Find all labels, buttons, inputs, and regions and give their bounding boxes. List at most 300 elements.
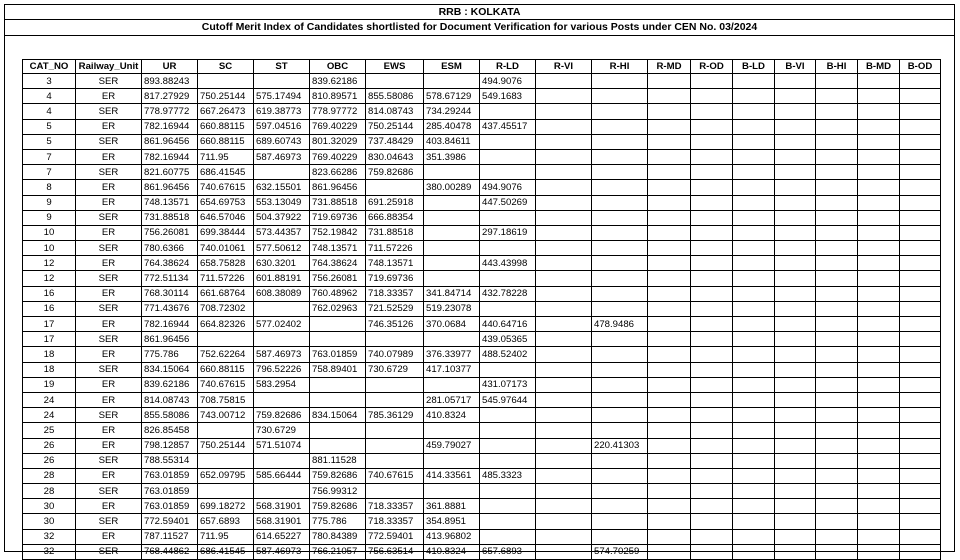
- cutoff-merit-table: [22, 59, 941, 560]
- table-cell: [733, 74, 775, 89]
- table-cell: [900, 438, 941, 453]
- table-row: [23, 89, 941, 104]
- table-cell: [858, 74, 900, 89]
- table-cell: [592, 453, 648, 468]
- table-cell: 297.18619: [480, 225, 536, 240]
- table-cell: 281.05717: [424, 392, 480, 407]
- table-row: [23, 438, 941, 453]
- table-cell: [775, 392, 816, 407]
- table-cell: [366, 484, 424, 499]
- table-row: [23, 74, 941, 89]
- table-cell: [775, 484, 816, 499]
- table-cell: 763.01859: [310, 347, 366, 362]
- table-cell: 549.1683: [480, 89, 536, 104]
- table-cell: [858, 195, 900, 210]
- table-cell: 748.13571: [142, 195, 198, 210]
- table-cell: [733, 256, 775, 271]
- table-cell: [900, 195, 941, 210]
- table-cell: [592, 332, 648, 347]
- table-cell: [900, 89, 941, 104]
- table-cell: 708.75815: [198, 392, 254, 407]
- table-cell: [900, 377, 941, 392]
- table-cell: [816, 529, 858, 544]
- table-cell: [310, 317, 366, 332]
- table-cell: [648, 165, 691, 180]
- column-header-r-vi: R-VI: [536, 60, 592, 74]
- table-cell: [858, 362, 900, 377]
- table-cell: [536, 74, 592, 89]
- table-cell: 652.09795: [198, 468, 254, 483]
- table-cell: 861.96456: [142, 134, 198, 149]
- table-cell: 756.99312: [310, 484, 366, 499]
- table-cell: [816, 347, 858, 362]
- table-cell: 752.19842: [310, 225, 366, 240]
- table-cell: 494.9076: [480, 180, 536, 195]
- table-cell: [310, 377, 366, 392]
- table-cell: [592, 241, 648, 256]
- table-cell: SER: [76, 544, 142, 559]
- table-cell: 574.70259: [592, 544, 648, 559]
- table-cell: [691, 119, 733, 134]
- table-cell: [816, 271, 858, 286]
- table-cell: [858, 271, 900, 286]
- table-cell: [691, 499, 733, 514]
- table-cell: 10: [23, 241, 76, 256]
- table-cell: SER: [76, 408, 142, 423]
- table-cell: [858, 180, 900, 195]
- table-cell: 16: [23, 286, 76, 301]
- table-cell: [480, 362, 536, 377]
- table-cell: [816, 256, 858, 271]
- table-cell: [648, 134, 691, 149]
- table-cell: [858, 544, 900, 559]
- table-cell: 657.6893: [198, 514, 254, 529]
- table-cell: 752.62264: [198, 347, 254, 362]
- table-cell: 646.57046: [198, 210, 254, 225]
- table-cell: [480, 149, 536, 164]
- table-cell: [198, 423, 254, 438]
- table-cell: ER: [76, 149, 142, 164]
- table-cell: [536, 286, 592, 301]
- table-cell: [858, 484, 900, 499]
- table-cell: 834.15064: [310, 408, 366, 423]
- table-cell: [648, 210, 691, 225]
- table-cell: ER: [76, 423, 142, 438]
- table-cell: 575.17494: [254, 89, 310, 104]
- table-cell: 28: [23, 484, 76, 499]
- table-cell: SER: [76, 362, 142, 377]
- table-cell: [858, 332, 900, 347]
- table-cell: [816, 392, 858, 407]
- table-cell: 571.51074: [254, 438, 310, 453]
- table-cell: [816, 134, 858, 149]
- table-cell: [733, 499, 775, 514]
- table-cell: 686.41545: [198, 544, 254, 559]
- table-cell: [366, 423, 424, 438]
- table-cell: [254, 165, 310, 180]
- table-cell: 568.31901: [254, 514, 310, 529]
- table-cell: [366, 74, 424, 89]
- table-cell: [858, 423, 900, 438]
- table-cell: 778.97772: [142, 104, 198, 119]
- table-cell: [816, 301, 858, 316]
- table-cell: 734.29244: [424, 104, 480, 119]
- table-cell: [816, 484, 858, 499]
- table-cell: [198, 74, 254, 89]
- table-cell: [775, 362, 816, 377]
- table-cell: [648, 119, 691, 134]
- table-cell: [648, 286, 691, 301]
- table-cell: [536, 104, 592, 119]
- table-cell: 764.38624: [142, 256, 198, 271]
- table-cell: [775, 453, 816, 468]
- table-cell: [592, 180, 648, 195]
- table-cell: [648, 104, 691, 119]
- table-cell: [648, 453, 691, 468]
- table-cell: [733, 423, 775, 438]
- table-cell: [900, 468, 941, 483]
- table-cell: [775, 286, 816, 301]
- table-cell: [424, 453, 480, 468]
- table-cell: [424, 332, 480, 347]
- table-cell: [592, 362, 648, 377]
- table-row: [23, 210, 941, 225]
- table-row: [23, 468, 941, 483]
- table-cell: 748.13571: [310, 241, 366, 256]
- table-cell: [816, 225, 858, 240]
- table-cell: [733, 89, 775, 104]
- table-cell: [648, 377, 691, 392]
- table-cell: [648, 468, 691, 483]
- table-cell: 762.02963: [310, 301, 366, 316]
- table-cell: [733, 392, 775, 407]
- table-cell: 7: [23, 149, 76, 164]
- table-cell: [536, 134, 592, 149]
- table-cell: [775, 271, 816, 286]
- table-cell: 25: [23, 423, 76, 438]
- table-cell: ER: [76, 180, 142, 195]
- page-subtitle: Cutoff Merit Index of Candidates shortlisted for Document Verification for various Posts under CEN No. 03/2024: [5, 20, 954, 36]
- table-cell: [198, 453, 254, 468]
- table-cell: SER: [76, 301, 142, 316]
- table-cell: [691, 423, 733, 438]
- table-row: [23, 529, 941, 544]
- table-cell: [858, 210, 900, 225]
- table-cell: [775, 256, 816, 271]
- table-row: [23, 165, 941, 180]
- table-cell: [691, 453, 733, 468]
- table-cell: [648, 317, 691, 332]
- table-cell: 568.31901: [254, 499, 310, 514]
- table-cell: 771.43676: [142, 301, 198, 316]
- table-cell: [536, 529, 592, 544]
- table-cell: 780.6366: [142, 241, 198, 256]
- table-cell: 719.69736: [366, 271, 424, 286]
- table-cell: 664.82326: [198, 317, 254, 332]
- table-cell: 718.33357: [366, 514, 424, 529]
- table-row: [23, 301, 941, 316]
- table-cell: 485.3323: [480, 468, 536, 483]
- table-cell: 719.69736: [310, 210, 366, 225]
- table-cell: [775, 301, 816, 316]
- table-cell: [366, 438, 424, 453]
- table-cell: SER: [76, 210, 142, 225]
- table-cell: [536, 514, 592, 529]
- table-cell: [900, 134, 941, 149]
- table-cell: [480, 514, 536, 529]
- table-cell: 760.48962: [310, 286, 366, 301]
- table-cell: 775.786: [310, 514, 366, 529]
- table-cell: [733, 104, 775, 119]
- table-cell: SER: [76, 514, 142, 529]
- table-cell: [816, 377, 858, 392]
- table-cell: 519.23078: [424, 301, 480, 316]
- table-cell: 370.0684: [424, 317, 480, 332]
- table-cell: [480, 134, 536, 149]
- table-cell: [900, 317, 941, 332]
- table-cell: [592, 514, 648, 529]
- table-cell: [816, 438, 858, 453]
- table-cell: [775, 149, 816, 164]
- table-cell: [536, 377, 592, 392]
- table-cell: [480, 499, 536, 514]
- table-cell: [691, 134, 733, 149]
- column-header-b-ld: B-LD: [733, 60, 775, 74]
- table-cell: [858, 377, 900, 392]
- table-row: [23, 149, 941, 164]
- table-cell: [858, 149, 900, 164]
- table-cell: [733, 165, 775, 180]
- page-title: RRB : KOLKATA: [5, 5, 954, 20]
- table-cell: 24: [23, 408, 76, 423]
- table-cell: [900, 149, 941, 164]
- table-cell: 376.33977: [424, 347, 480, 362]
- table-cell: [691, 332, 733, 347]
- table-cell: [733, 347, 775, 362]
- table-cell: [592, 529, 648, 544]
- table-cell: [592, 499, 648, 514]
- table-cell: [648, 392, 691, 407]
- table-cell: [536, 362, 592, 377]
- table-cell: 351.3986: [424, 149, 480, 164]
- table-cell: ER: [76, 225, 142, 240]
- table-cell: [592, 301, 648, 316]
- table-cell: SER: [76, 484, 142, 499]
- table-cell: [775, 347, 816, 362]
- table-cell: 553.13049: [254, 195, 310, 210]
- table-cell: [648, 256, 691, 271]
- table-cell: [536, 210, 592, 225]
- table-cell: [648, 241, 691, 256]
- table-cell: [648, 544, 691, 559]
- table-cell: 775.786: [142, 347, 198, 362]
- table-cell: [691, 195, 733, 210]
- table-cell: 855.58086: [142, 408, 198, 423]
- table-cell: [536, 453, 592, 468]
- table-cell: 823.66286: [310, 165, 366, 180]
- table-cell: [900, 256, 941, 271]
- table-cell: [691, 544, 733, 559]
- table-cell: [858, 286, 900, 301]
- table-cell: 769.40229: [310, 149, 366, 164]
- table-cell: [691, 362, 733, 377]
- table-cell: [733, 119, 775, 134]
- table-cell: 801.32029: [310, 134, 366, 149]
- table-cell: 19: [23, 377, 76, 392]
- table-cell: [691, 74, 733, 89]
- table-cell: [858, 438, 900, 453]
- table-cell: 759.82686: [310, 468, 366, 483]
- table-row: [23, 544, 941, 559]
- table-cell: [816, 286, 858, 301]
- table-cell: 577.50612: [254, 241, 310, 256]
- table-cell: [536, 468, 592, 483]
- table-cell: [254, 453, 310, 468]
- table-cell: [536, 149, 592, 164]
- table-cell: 759.82686: [310, 499, 366, 514]
- table-cell: [691, 377, 733, 392]
- table-cell: [480, 271, 536, 286]
- table-cell: [733, 241, 775, 256]
- column-header-r-ld: R-LD: [480, 60, 536, 74]
- table-cell: [775, 423, 816, 438]
- table-cell: 766.21057: [310, 544, 366, 559]
- table-cell: 614.65227: [254, 529, 310, 544]
- column-header-r-md: R-MD: [648, 60, 691, 74]
- table-cell: [536, 423, 592, 438]
- table-cell: ER: [76, 499, 142, 514]
- table-cell: SER: [76, 271, 142, 286]
- table-cell: 587.46973: [254, 347, 310, 362]
- table-cell: [733, 210, 775, 225]
- table-cell: 7: [23, 165, 76, 180]
- table-cell: 782.16944: [142, 317, 198, 332]
- table-cell: [536, 347, 592, 362]
- table-cell: 814.08743: [142, 392, 198, 407]
- table-cell: [592, 468, 648, 483]
- table-cell: [816, 210, 858, 225]
- table-cell: SER: [76, 134, 142, 149]
- table-cell: [310, 438, 366, 453]
- table-cell: [648, 484, 691, 499]
- table-cell: [816, 514, 858, 529]
- column-header-b-od: B-OD: [900, 60, 941, 74]
- table-cell: 545.97644: [480, 392, 536, 407]
- table-cell: [733, 195, 775, 210]
- table-cell: 758.89401: [310, 362, 366, 377]
- table-cell: 361.8881: [424, 499, 480, 514]
- table-cell: 587.46973: [254, 149, 310, 164]
- table-cell: 861.96456: [142, 332, 198, 347]
- table-cell: [691, 301, 733, 316]
- table-cell: 17: [23, 317, 76, 332]
- column-header-ews: EWS: [366, 60, 424, 74]
- table-cell: [592, 225, 648, 240]
- table-cell: [424, 423, 480, 438]
- table-row: [23, 134, 941, 149]
- table-cell: [733, 332, 775, 347]
- table-cell: 740.67615: [366, 468, 424, 483]
- table-cell: [816, 362, 858, 377]
- table-cell: [648, 195, 691, 210]
- table-cell: [816, 165, 858, 180]
- table-cell: 583.2954: [254, 377, 310, 392]
- table-cell: ER: [76, 286, 142, 301]
- table-cell: [424, 74, 480, 89]
- table-cell: 410.8324: [424, 544, 480, 559]
- table-cell: 839.62186: [142, 377, 198, 392]
- table-cell: 711.95: [198, 529, 254, 544]
- table-cell: [900, 74, 941, 89]
- table-row: [23, 453, 941, 468]
- table-cell: 660.88115: [198, 134, 254, 149]
- table-cell: 619.38773: [254, 104, 310, 119]
- table-cell: [592, 165, 648, 180]
- table-cell: [691, 438, 733, 453]
- table-cell: [691, 392, 733, 407]
- table-cell: 778.97772: [310, 104, 366, 119]
- table-row: [23, 241, 941, 256]
- table-cell: [858, 241, 900, 256]
- table-cell: [816, 423, 858, 438]
- table-cell: [592, 104, 648, 119]
- table-cell: [648, 149, 691, 164]
- table-cell: [536, 544, 592, 559]
- table-cell: [536, 392, 592, 407]
- column-header-esm: ESM: [424, 60, 480, 74]
- table-cell: ER: [76, 438, 142, 453]
- table-cell: [648, 301, 691, 316]
- table-cell: [592, 408, 648, 423]
- table-cell: 18: [23, 347, 76, 362]
- table-cell: [648, 74, 691, 89]
- table-cell: 414.33561: [424, 468, 480, 483]
- table-cell: 731.88518: [310, 195, 366, 210]
- table-header-row: [23, 60, 941, 74]
- table-cell: [424, 271, 480, 286]
- table-row: [23, 271, 941, 286]
- table-cell: [733, 225, 775, 240]
- table-cell: 4: [23, 104, 76, 119]
- table-cell: [592, 195, 648, 210]
- table-cell: [775, 514, 816, 529]
- table-cell: ER: [76, 377, 142, 392]
- table-cell: [733, 468, 775, 483]
- table-row: [23, 514, 941, 529]
- table-cell: [480, 438, 536, 453]
- table-cell: SER: [76, 241, 142, 256]
- table-cell: 667.26473: [198, 104, 254, 119]
- table-cell: 763.01859: [142, 484, 198, 499]
- table-cell: 494.9076: [480, 74, 536, 89]
- table-cell: [254, 74, 310, 89]
- table-cell: [858, 392, 900, 407]
- table-cell: 657.6893: [480, 544, 536, 559]
- table-cell: [816, 195, 858, 210]
- table-cell: [900, 362, 941, 377]
- table-cell: 768.30114: [142, 286, 198, 301]
- table-cell: [536, 89, 592, 104]
- table-cell: 730.6729: [366, 362, 424, 377]
- table-cell: 756.26081: [142, 225, 198, 240]
- table-cell: [424, 484, 480, 499]
- table-cell: [592, 423, 648, 438]
- table-cell: [648, 362, 691, 377]
- table-cell: 772.51134: [142, 271, 198, 286]
- table-cell: [254, 301, 310, 316]
- table-cell: 354.8951: [424, 514, 480, 529]
- table-cell: 488.52402: [480, 347, 536, 362]
